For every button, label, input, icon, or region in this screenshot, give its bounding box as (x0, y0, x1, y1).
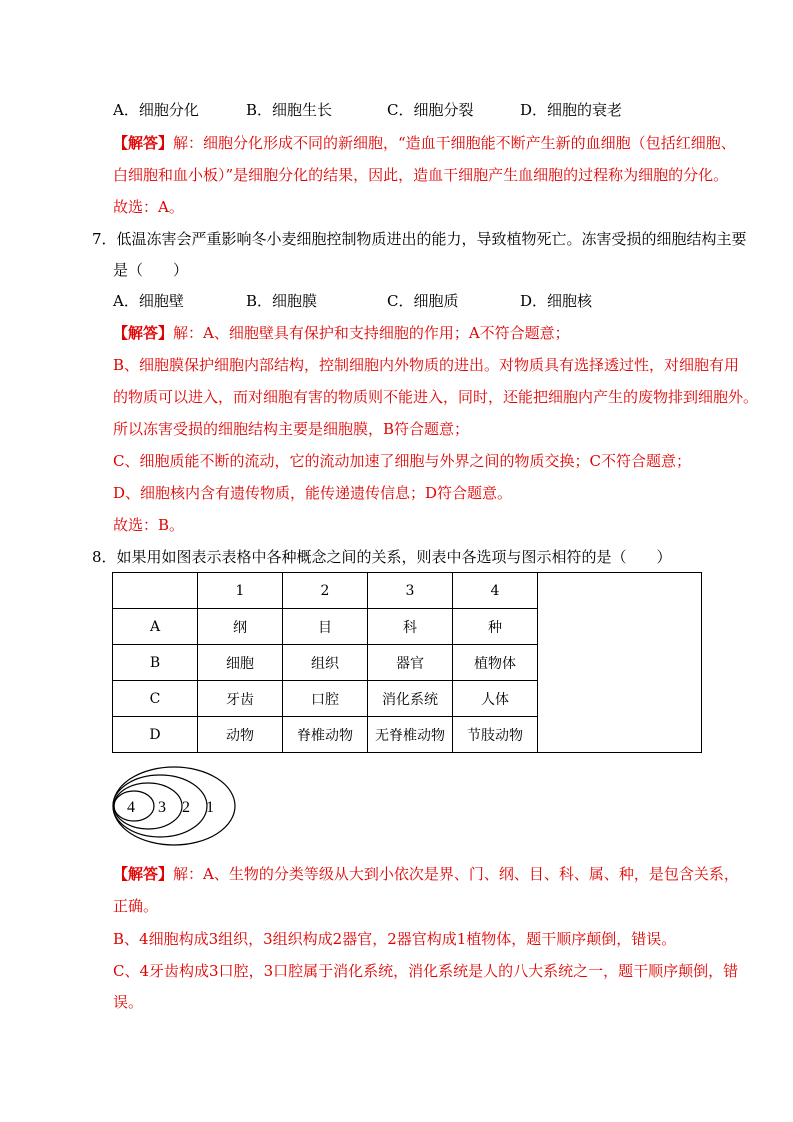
table-header-row (113, 573, 702, 609)
q6-analysis-line: 白细胞和血小板）”是细胞分化的结果，因此，造血干细胞产生血细胞的过程称为细胞的分化。 (113, 166, 729, 184)
table-cell (113, 573, 198, 609)
table-cell: 种 (453, 609, 538, 645)
ellipse-3 (114, 783, 182, 829)
q7-analysis-line: B、细胞膜保护细胞内部结构，控制细胞内外物质的进出。对物质具有选择透过性，对细胞有用 (113, 356, 740, 374)
table-cell: 3 (368, 573, 453, 609)
table-cell: 人体 (453, 681, 538, 717)
table-cell: 纲 (198, 609, 283, 645)
table-cell: 4 (453, 573, 538, 609)
ellipse-label-1: 1 (206, 799, 214, 816)
analysis-text: 解：A、细胞壁具有保护和支持细胞的作用；A不符合题意； (173, 324, 570, 342)
table-cell: 无脊椎动物 (368, 717, 453, 753)
q7-option-a: A．细胞壁 (113, 292, 184, 310)
analysis-text: 解：细胞分化形成不同的新细胞，“造血干细胞能不断产生新的血细胞（包括红细胞、 (173, 134, 736, 152)
ellipse-label-3: 3 (158, 799, 166, 816)
q8-stem: 8．如果用如图表示表格中各种概念之间的关系，则表中各选项与图示相符的是（ ） (92, 548, 672, 566)
q6-option-a: A．细胞分化 (113, 101, 199, 119)
q8-analysis-line: 正确。 (113, 897, 159, 915)
table-cell: 组织 (283, 645, 368, 681)
q7-option-d: D．细胞核 (520, 292, 593, 310)
nested-ellipses-diagram (112, 764, 242, 848)
q7-analysis-line: D、细胞核内含有遗传物质，能传递遗传信息；D符合题意。 (113, 484, 513, 502)
q6-options (113, 100, 713, 120)
q6-analysis-line: 故选：A。 (113, 198, 184, 216)
table-cell: 消化系统 (368, 681, 453, 717)
q7-stem-line: 是（ ） (113, 261, 189, 279)
q7-analysis-line: 所以冻害受损的细胞结构主要是细胞膜，B符合题意； (113, 420, 470, 438)
q7-options (113, 291, 713, 311)
q8-analysis-line (113, 864, 739, 884)
q6-option-c: C．细胞分裂 (387, 101, 474, 119)
table-blank-cell (538, 573, 702, 753)
table-cell: 目 (283, 609, 368, 645)
ellipse-label-2: 2 (182, 799, 190, 816)
q8-table (112, 572, 702, 753)
q7-analysis-line (113, 323, 570, 343)
q7-option-c: C．细胞质 (387, 292, 459, 310)
table-cell: 脊椎动物 (283, 717, 368, 753)
table-cell: C (113, 681, 198, 717)
q8-analysis-line: C、4牙齿构成3口腔，3口腔属于消化系统，消化系统是人的八大系统之一，题干顺序颠倒，错 (113, 962, 739, 980)
q6-option-d: D．细胞的衰老 (520, 101, 623, 119)
q7-analysis-line: 故选：B。 (113, 516, 185, 534)
table-cell: 2 (283, 573, 368, 609)
q6-analysis-line (113, 133, 736, 153)
table-cell: 动物 (198, 717, 283, 753)
table-cell: 细胞 (198, 645, 283, 681)
q7-option-b: B．细胞膜 (246, 292, 318, 310)
q6-option-b: B．细胞生长 (246, 101, 333, 119)
table-cell: 植物体 (453, 645, 538, 681)
q8-analysis-line: B、4细胞构成3组织，3组织构成2器官，2器官构成1植物体，题干顺序颠倒，错误。 (113, 930, 677, 948)
table-cell: 科 (368, 609, 453, 645)
q7-stem-line: 7．低温冻害会严重影响冬小麦细胞控制物质进出的能力，导致植物死亡。冻害受损的细胞结构主要 (92, 230, 747, 248)
table-cell: A (113, 609, 198, 645)
table-cell: 1 (198, 573, 283, 609)
q8-analysis-line: 误。 (113, 993, 144, 1011)
table-cell: B (113, 645, 198, 681)
answer-tag: 【解答】 (113, 134, 174, 152)
answer-tag: 【解答】 (113, 324, 174, 342)
table-cell: 节肢动物 (453, 717, 538, 753)
analysis-text: 解：A、生物的分类等级从大到小依次是界、门、纲、目、科、属、种，是包含关系， (173, 865, 739, 883)
table-cell: D (113, 717, 198, 753)
q7-analysis-line: 的物质可以进入，而对细胞有害的物质则不能进入，同时，还能把细胞内产生的废物排到细胞外。 (113, 388, 759, 406)
table-cell: 器官 (368, 645, 453, 681)
ellipse-label-4: 4 (127, 799, 135, 816)
table-cell: 口腔 (283, 681, 368, 717)
q7-analysis-line: C、细胞质能不断的流动，它的流动加速了细胞与外界之间的物质交换；C不符合题意； (113, 452, 691, 470)
answer-tag: 【解答】 (113, 865, 174, 883)
table-cell: 牙齿 (198, 681, 283, 717)
